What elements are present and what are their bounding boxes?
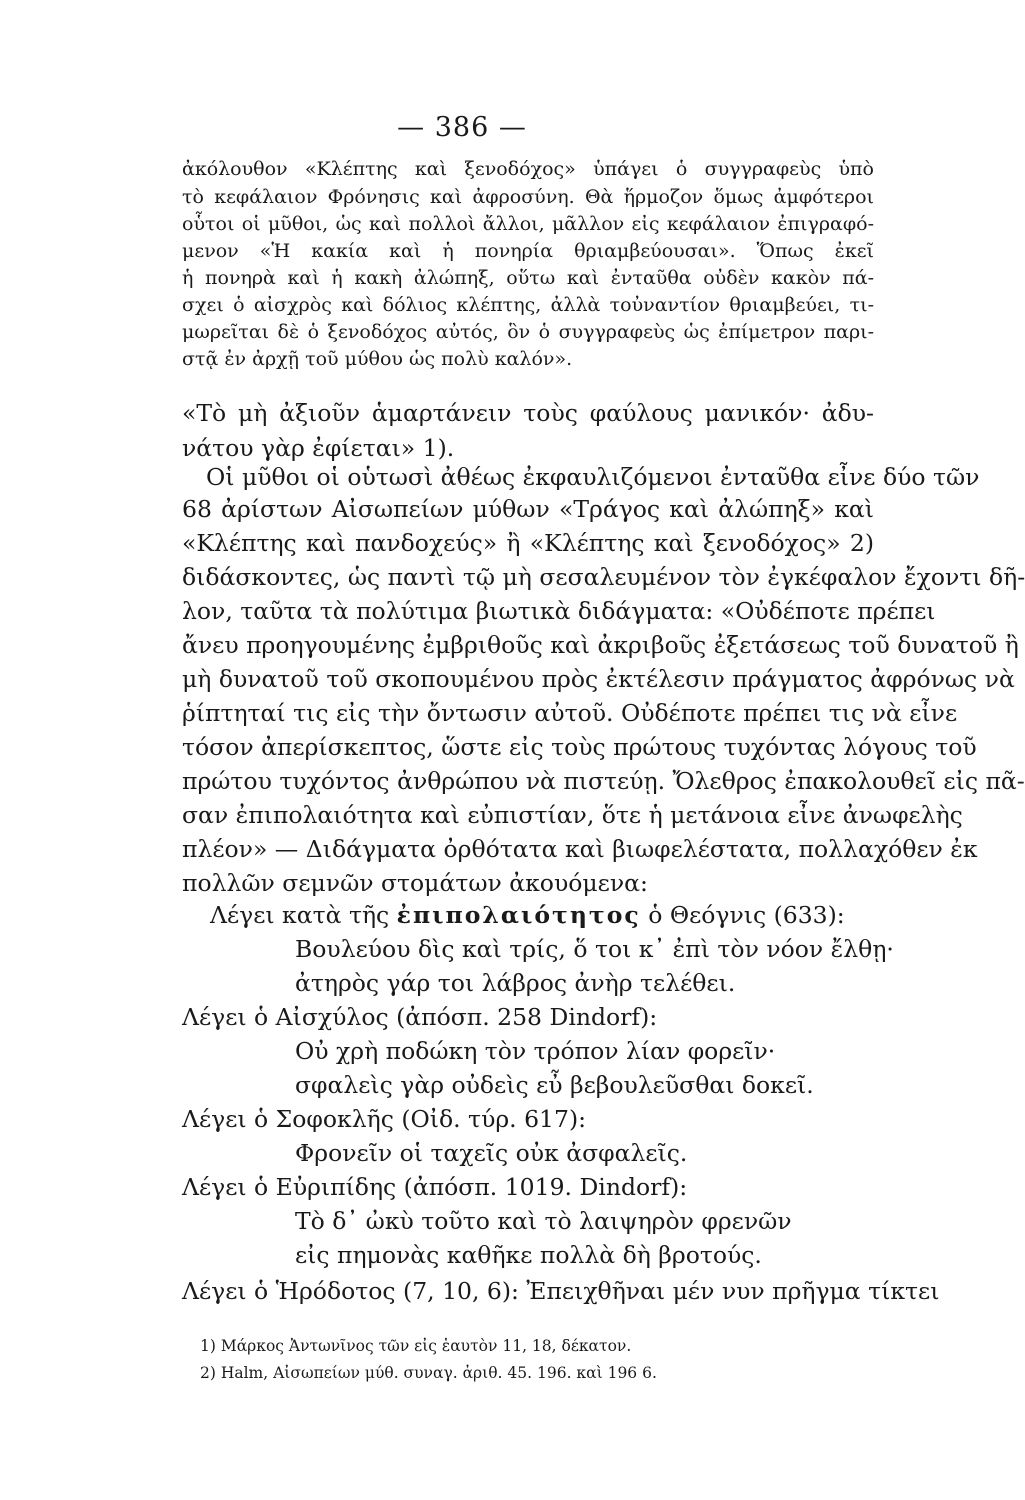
paragraph-2-line: τόσον ἀπερίσκεπτος, ὥστε εἰς τοὺς πρώτους τυχόντας λόγους τοῦ: [182, 733, 977, 761]
paragraph-2-line: Οἱ μῦθοι οἱ οὑτωσὶ ἀθέως ἐκφαυλιζόμενοι ἐνταῦθα εἶνε δύο τῶν: [206, 463, 980, 491]
footnote-2: 2) Halm, Αἰσωπείων μύθ. συναγ. ἀριθ. 45. 196. καὶ 196 6.: [200, 1364, 657, 1382]
euripides-verse: εἰς πημονὰς καθῆκε πολλὰ δὴ βροτούς.: [295, 1241, 762, 1269]
paragraph-2-line: σαν ἐπιπολαιότητα καὶ εὐπιστίαν, ὅτε ἡ μετάνοια εἶνε ἀνωφελὴς: [182, 801, 963, 829]
paragraph-1-line: ἡ πονηρὰ καὶ ἡ κακὴ ἀλώπηξ, οὕτω καὶ ἐνταῦθα οὐδὲν κακὸν πά-: [182, 267, 874, 289]
paragraph-1-line: ἀκόλουθον «Κλέπτης καὶ ξενοδόχος» ὑπάγει ὁ συγγραφεὺς ὑπὸ: [182, 158, 874, 180]
quote-line: «Τὸ μὴ ἀξιοῦν ἁμαρτάνειν τοὺς φαύλους μανικόν· ἀδυ-: [182, 399, 874, 427]
paragraph-2-line: ῥίπτηταί τις εἰς τὴν ὄντωσιν αὐτοῦ. Οὐδέποτε πρέπει τις νὰ εἶνε: [182, 699, 958, 727]
euripides-verse: Τὸ δ᾽ ὠκὺ τοῦτο καὶ τὸ λαιψηρὸν φρενῶν: [295, 1207, 792, 1235]
theognis-intro-end: ὁ Θεόγνις (633):: [648, 901, 845, 929]
paragraph-2-line: πλέον» — Διδάγματα ὀρθότατα καὶ βιωφελέστατα, πολλαχόθεν ἐκ: [182, 835, 978, 863]
theognis-intro: [210, 901, 874, 929]
footnote-1: 1) Μάρκος Ἀντωνῖνος τῶν εἰς ἑαυτὸν 11, 18, δέκατον.: [200, 1337, 632, 1355]
theognis-intro-start: Λέγει κατὰ τῆς: [210, 901, 390, 929]
paragraph-2-line: πολλῶν σεμνῶν στομάτων ἀκουόμενα:: [182, 869, 648, 897]
aeschylus-intro: Λέγει ὁ Αἰσχύλος (ἀπόσπ. 258 Dindorf):: [182, 1003, 658, 1031]
paragraph-1-line: μωρεῖται δὲ ὁ ξενοδόχος αὐτός, ὃν ὁ συγγραφεὺς ὡς ἐπίμετρον παρι-: [182, 321, 874, 343]
sophocles-verse: Φρονεῖν οἱ ταχεῖς οὐκ ἀσφαλεῖς.: [295, 1139, 688, 1167]
paragraph-2-line: πρώτου τυχόντος ἀνθρώπου νὰ πιστεύῃ. Ὄλεθρος ἐπακολουθεῖ εἰς πᾶ-: [182, 767, 1025, 795]
paragraph-2-line: «Κλέπτης καὶ πανδοχεύς» ἢ «Κλέπτης καὶ ξενοδόχος» 2): [182, 529, 874, 557]
paragraph-2-line: 68 ἀρίστων Αἰσωπείων μύθων «Τράγος καὶ ἀλώπηξ» καὶ: [182, 495, 874, 523]
paragraph-1-line: οὗτοι οἱ μῦθοι, ὡς καὶ πολλοὶ ἄλλοι, μᾶλλον εἰς κεφάλαιον ἐπιγραφό-: [182, 213, 874, 235]
herodotus-line: Λέγει ὁ Ἡρόδοτος (7, 10, 6): Ἐπειχθῆναι μέν νυν πρῆγμα τίκτει: [182, 1277, 940, 1305]
page-number: — 386 —: [397, 112, 527, 143]
paragraph-2-line: διδάσκοντες, ὡς παντὶ τῷ μὴ σεσαλευμένον τὸν ἐγκέφαλον ἔχοντι δῆ-: [182, 563, 1025, 591]
paragraph-1-line: σχει ὁ αἰσχρὸς καὶ δόλιος κλέπτης, ἀλλὰ τοὐναντίον θριαμβεύει, τι-: [182, 294, 874, 316]
paragraph-2-line: λον, ταῦτα τὰ πολύτιμα βιωτικὰ διδάγματα: «Οὐδέποτε πρέπει: [182, 597, 936, 625]
paragraph-1-line: τὸ κεφάλαιον Φρόνησις καὶ ἀφροσύνη. Θὰ ἥρμοζον ὅμως ἀμφότεροι: [182, 186, 874, 208]
aeschylus-verse: Οὐ χρὴ ποδώκη τὸν τρόπον λίαν φορεῖν·: [295, 1037, 776, 1065]
paragraph-1-line: στᾷ ἐν ἀρχῇ τοῦ μύθου ὡς πολὺ καλόν».: [182, 348, 573, 370]
aeschylus-verse: σφαλεὶς γὰρ οὐδεὶς εὖ βεβουλεῦσθαι δοκεῖ.: [295, 1071, 814, 1099]
euripides-intro: Λέγει ὁ Εὐριπίδης (ἀπόσπ. 1019. Dindorf):: [182, 1173, 688, 1201]
quote-line: νάτου γὰρ ἐφίεται» 1).: [182, 434, 455, 462]
paragraph-2-line: ἄνευ προηγουμένης ἐμβριθοῦς καὶ ἀκριβοῦς ἐξετάσεως τοῦ δυνατοῦ ἢ: [182, 631, 1019, 659]
theognis-verse: Βουλεύου δὶς καὶ τρίς, ὅ τοι κ᾽ ἐπὶ τὸν νόον ἔλθῃ·: [295, 935, 894, 963]
sophocles-intro: Λέγει ὁ Σοφοκλῆς (Οἰδ. τύρ. 617):: [182, 1105, 587, 1133]
theognis-verse: ἀτηρὸς γάρ τοι λάβρος ἀνὴρ τελέθει.: [295, 969, 736, 997]
paragraph-2-line: μὴ δυνατοῦ τοῦ σκοπουμένου πρὸς ἐκτέλεσιν πράγματος ἀφρόνως νὰ: [182, 665, 1015, 693]
theognis-keyword: ἐπιπολαιότητος: [396, 901, 641, 929]
paragraph-1-line: μενον «Ἡ κακία καὶ ἡ πονηρία θριαμβεύουσαι». Ὅπως ἐκεῖ: [182, 240, 874, 262]
